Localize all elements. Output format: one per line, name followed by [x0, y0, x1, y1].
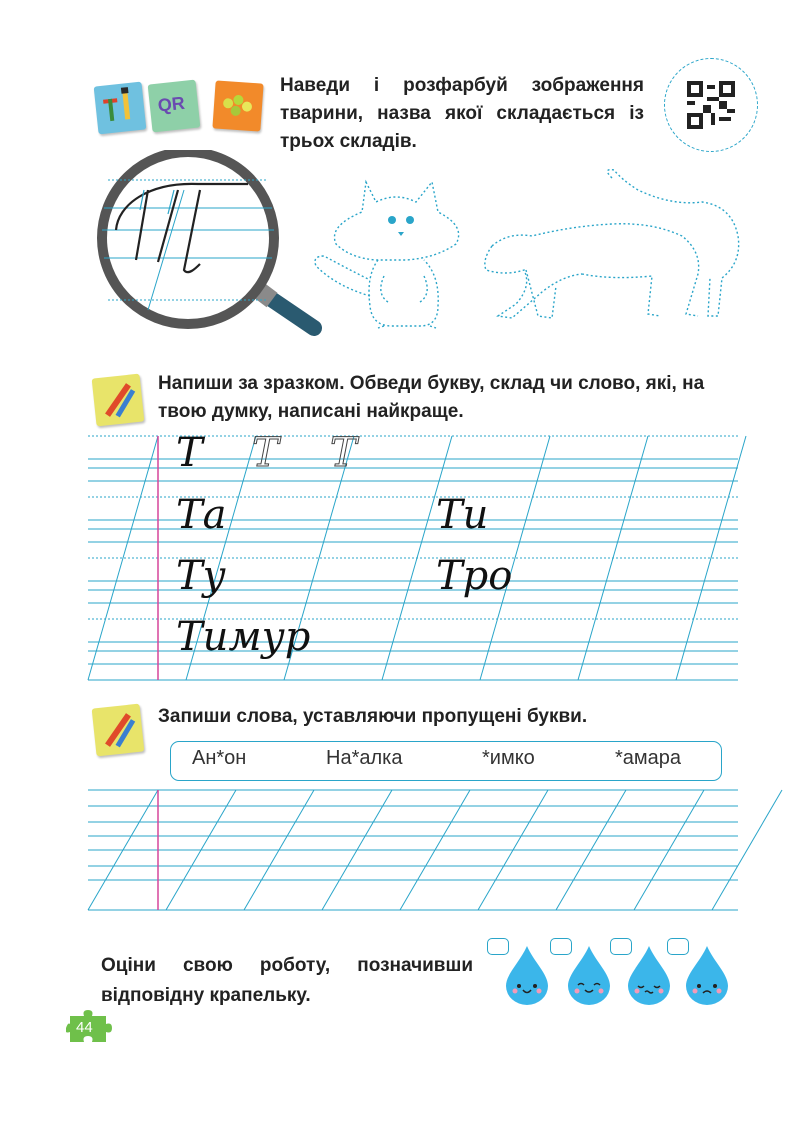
slant-line — [88, 436, 158, 680]
word-bank-item: Ан*он — [192, 747, 247, 769]
task1-instruction: Наведи і розфарбуй зображення тварини, назва якої складається із трьох складів. — [280, 75, 644, 152]
cursive-sample: Т — [176, 430, 203, 476]
task2-instruction: Напиши за зразком. Обведи букву, склад чи слово, які, на твою думку, написані найкраще. — [158, 373, 705, 422]
content-drop-icon[interactable] — [566, 944, 612, 1006]
cursive-syllable: Та — [176, 492, 227, 538]
task3-instruction: Запиши слова, уставляючи пропущені букви. — [158, 706, 588, 727]
happy-drop-icon[interactable] — [504, 944, 550, 1006]
sad-drop-icon[interactable] — [684, 944, 730, 1006]
page-number: 44 — [76, 1019, 93, 1036]
neutral-drop-icon[interactable] — [626, 944, 672, 1006]
word-bank-item: *амара — [615, 747, 682, 769]
cursive-word: Тимур — [176, 614, 311, 660]
slant-line — [676, 436, 746, 680]
cursive-sample-traced: Т — [252, 430, 279, 476]
self-evaluation-instruction: Оціни свою роботу, позначивши відповідну крапельку. — [101, 955, 473, 1006]
pencil-icon — [92, 704, 145, 757]
word-bank-item: *имко — [482, 747, 535, 769]
qr-code-icon: QR — [148, 80, 201, 133]
cursive-syllable: Ти — [436, 492, 489, 538]
word-bank-item: На*алка — [326, 747, 403, 769]
cursive-sample-traced: Т — [330, 430, 357, 476]
cursive-syllable: Ту — [176, 553, 226, 599]
cursive-syllable: Тро — [436, 553, 513, 599]
